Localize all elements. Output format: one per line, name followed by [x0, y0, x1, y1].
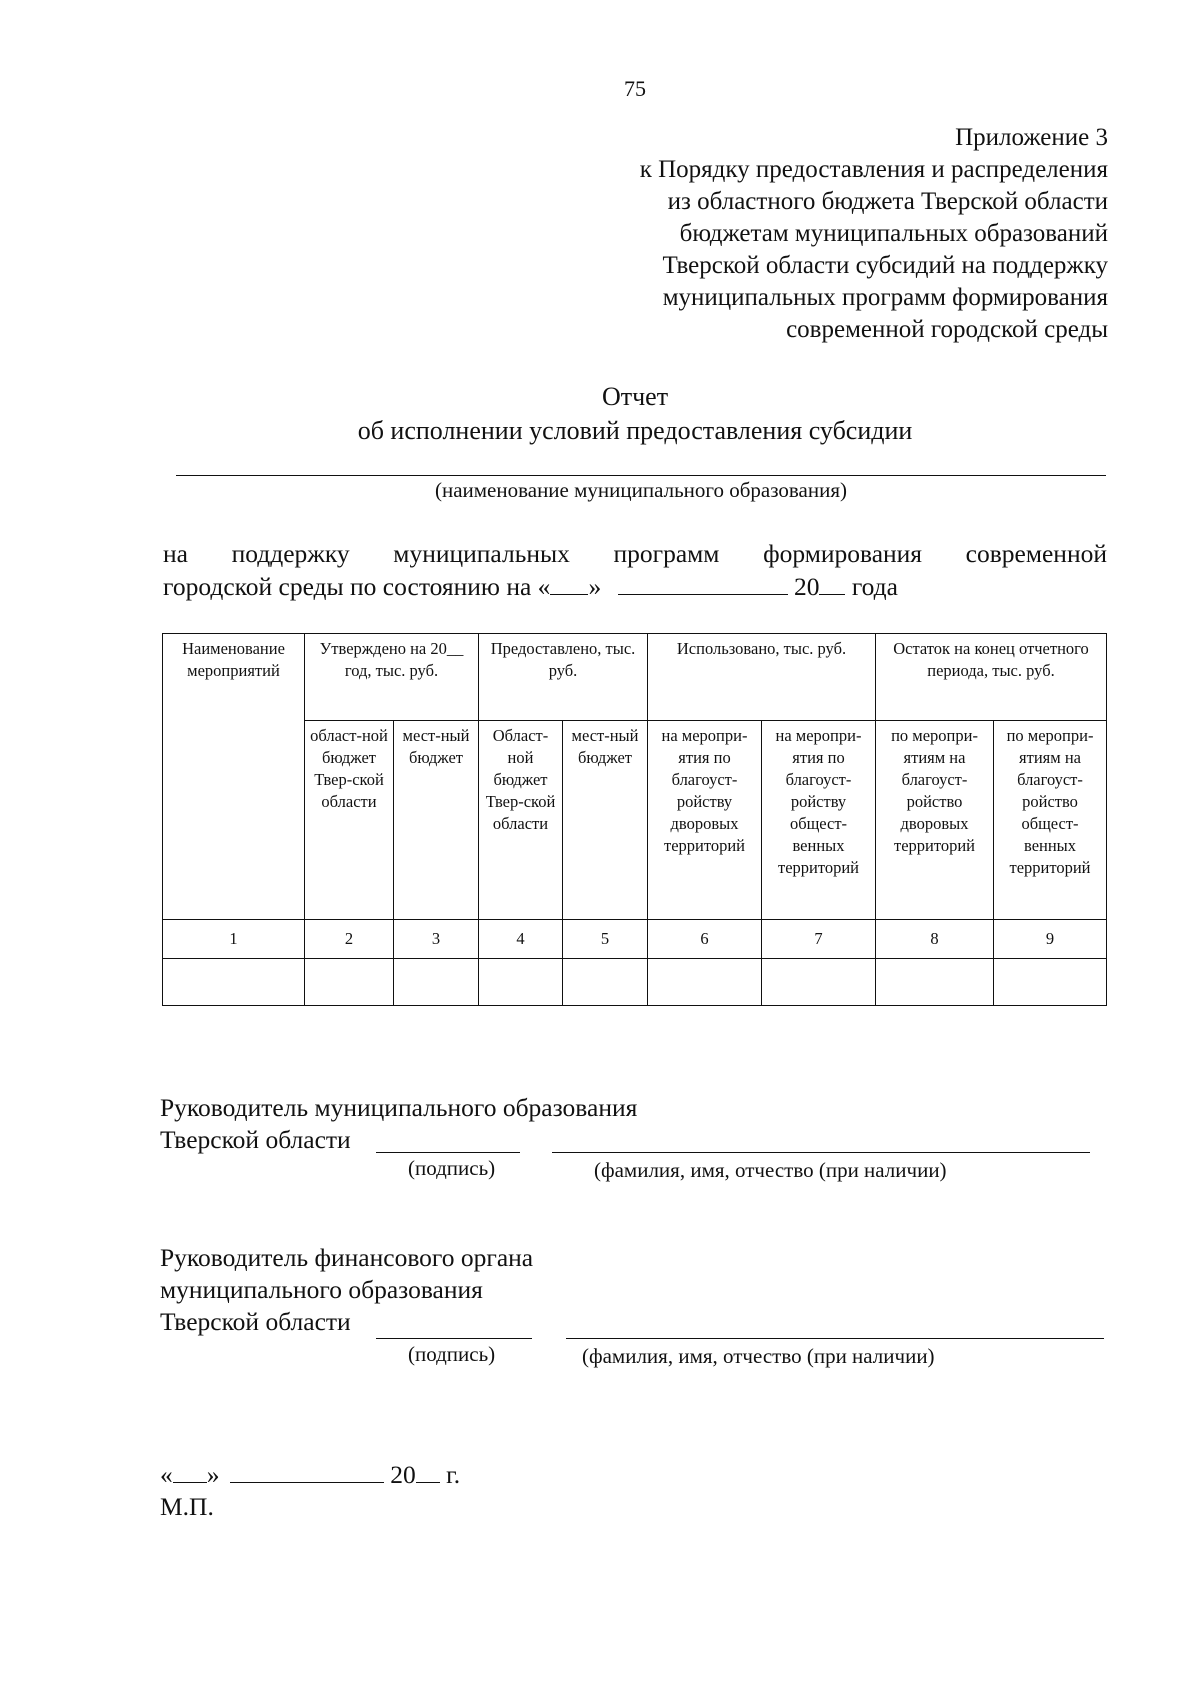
head-fin-org: муниципального образования — [160, 1275, 483, 1304]
column-number: 6 — [648, 920, 762, 959]
col-header-remainder: Остаток на конец отчетного периода, тыс. руб. — [876, 634, 1107, 721]
day-blank[interactable] — [550, 570, 588, 595]
column-number: 8 — [876, 920, 994, 959]
table-cell[interactable] — [479, 959, 563, 1006]
head-muni-title: Руководитель муниципального образования — [160, 1093, 638, 1122]
appendix-line: современной городской среды — [786, 316, 1108, 343]
date-month-blank[interactable] — [230, 1458, 384, 1483]
head-muni-signature-hint: (подпись) — [408, 1156, 496, 1180]
table-cell[interactable] — [762, 959, 876, 1006]
head-fin-signature-hint: (подпись) — [408, 1342, 496, 1366]
report-table — [162, 633, 1107, 1006]
head-fin-title: Руководитель финансового органа — [160, 1243, 534, 1272]
subject-line1: на поддержку муниципальных программ формирования современной — [163, 539, 1107, 568]
head-muni-name-hint: (фамилия, имя, отчество (при наличии) — [594, 1158, 947, 1182]
municipality-name-hint: (наименование муниципального образования) — [434, 478, 848, 502]
date-line — [160, 1458, 460, 1491]
appendix-line: бюджетам муниципальных образований — [679, 220, 1108, 247]
year-blank[interactable] — [819, 570, 845, 595]
page-number: 75 — [624, 76, 646, 101]
stamp-label: М.П. — [160, 1492, 214, 1521]
appendix-line: муниципальных программ формирования — [662, 284, 1108, 311]
appendix-line: Приложение 3 — [955, 124, 1108, 151]
appendix-line: к Порядку предоставления и распределения — [639, 156, 1108, 183]
table-cell[interactable] — [876, 959, 994, 1006]
column-number: 9 — [994, 920, 1107, 959]
date-close-quote: » — [206, 1460, 220, 1489]
subheader-approved-regional: област-ной бюджет Твер-ской области — [305, 721, 394, 920]
column-number: 4 — [479, 920, 563, 959]
subheader-provided-local: мест-ный бюджет — [563, 721, 648, 920]
table-cell[interactable] — [994, 959, 1107, 1006]
subheader-used-yards: на меропри-ятия по благоуст-ройству дворовых территорий — [648, 721, 762, 920]
report-subject — [163, 538, 1107, 603]
appendix-line: из областного бюджета Тверской области — [667, 188, 1108, 215]
subheader-approved-local: мест-ный бюджет — [394, 721, 479, 920]
table-cell[interactable] — [394, 959, 479, 1006]
head-fin-name-line[interactable] — [566, 1338, 1104, 1339]
column-number: 2 — [305, 920, 394, 959]
municipality-name-line[interactable] — [176, 475, 1106, 476]
date-year-suffix: г. — [446, 1460, 461, 1489]
column-number: 5 — [563, 920, 648, 959]
subheader-used-public: на меропри-ятия по благоуст-ройству общест-венных территорий — [762, 721, 876, 920]
table-cell[interactable] — [163, 959, 305, 1006]
date-year-blank[interactable] — [416, 1458, 440, 1483]
head-fin-signature-line[interactable] — [376, 1338, 532, 1339]
table-subheader-row — [163, 721, 1107, 920]
report-title — [0, 380, 1200, 448]
column-number: 3 — [394, 920, 479, 959]
table-row — [163, 959, 1107, 1006]
subheader-remainder-public: по меропри-ятиям на благоуст-ройство общест-венных территорий — [994, 721, 1107, 920]
report-title-line2: об исполнении условий предоставления субсидии — [357, 416, 913, 445]
col-header-provided: Предоставлено, тыс. руб. — [479, 634, 648, 721]
appendix-header — [548, 122, 1108, 346]
col-header-used: Использовано, тыс. руб. — [648, 634, 876, 721]
subject-line2 — [163, 570, 1107, 603]
appendix-line: Тверской области субсидий на поддержку — [662, 252, 1108, 279]
col-header-approved: Утверждено на 20__ год, тыс. руб. — [305, 634, 479, 721]
subject-date-prefix: городской среды по состоянию на « — [163, 572, 551, 601]
subheader-provided-regional: Област-ной бюджет Твер-ской области — [479, 721, 563, 920]
subject-year-word: года — [851, 572, 898, 601]
date-block — [160, 1458, 460, 1523]
date-day-blank[interactable] — [173, 1458, 207, 1483]
head-muni-signature-line[interactable] — [376, 1152, 520, 1153]
head-muni-name-line[interactable] — [552, 1152, 1090, 1153]
report-title-line1: Отчет — [601, 382, 669, 411]
col-header-name: Наименование мероприятий — [163, 634, 305, 920]
subject-year-prefix: 20 — [793, 572, 820, 601]
head-fin-block — [160, 1242, 533, 1338]
head-fin-name-hint: (фамилия, имя, отчество (при наличии) — [582, 1344, 935, 1368]
table-cell[interactable] — [648, 959, 762, 1006]
table-column-numbers-row — [163, 920, 1107, 959]
head-muni-block — [160, 1092, 637, 1156]
head-muni-region: Тверской области — [160, 1125, 351, 1154]
column-number: 1 — [163, 920, 305, 959]
subheader-remainder-yards: по меропри-ятиям на благоуст-ройство дворовых территорий — [876, 721, 994, 920]
head-fin-region: Тверской области — [160, 1307, 351, 1336]
table-cell[interactable] — [305, 959, 394, 1006]
table-cell[interactable] — [563, 959, 648, 1006]
subject-date-close-quote: » — [588, 572, 602, 601]
month-blank[interactable] — [618, 570, 788, 595]
table-header-row — [163, 634, 1107, 721]
column-number: 7 — [762, 920, 876, 959]
date-year-prefix: 20 — [390, 1460, 416, 1489]
date-open-quote: « — [160, 1460, 173, 1489]
